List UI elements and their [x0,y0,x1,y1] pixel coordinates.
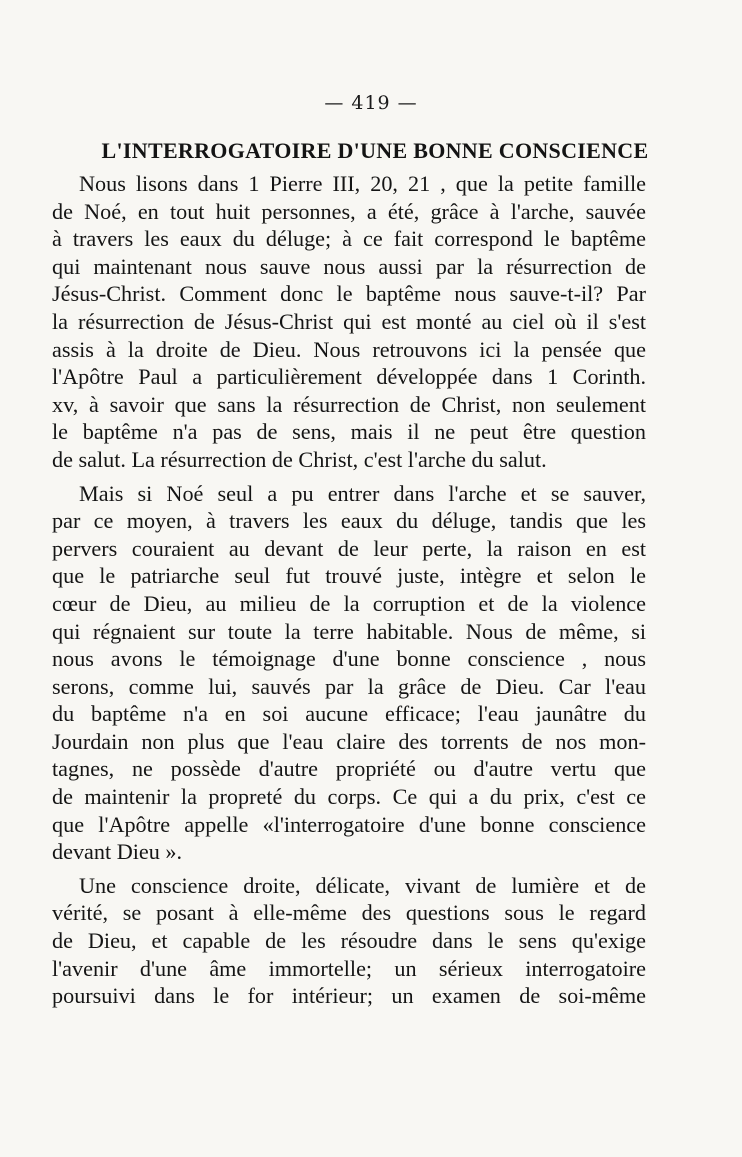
text-line: nous avons le témoignage d'une bonne conscience , nous [52,646,646,672]
text-line: que l'Apôtre appelle «l'interrogatoire d'une bonne conscience [52,811,646,837]
text-line: l'Apôtre Paul a particulièrement développée dans 1 Corinth. [52,364,646,390]
text-line: xv, à savoir que sans la résurrection de Christ, non seulement [52,391,646,417]
text-line: l'avenir d'une âme immortelle; un sérieux interrogatoire [52,955,646,981]
text-line: serons, comme lui, sauvés par la grâce de Dieu. Car l'eau [52,673,646,699]
text-line: que le patriarche seul fut trouvé juste, intègre et selon le [52,563,646,589]
text-line: cœur de Dieu, au milieu de la corruption et de la violence [52,590,646,616]
text-line: vérité, se posant à elle-même des questions sous le regard [52,900,646,926]
text-line: poursuivi dans le for intérieur; un examen de soi-même [52,983,646,1009]
paragraph-3 [52,872,646,1010]
text-line: qui régnaient sur toute la terre habitable. Nous de même, si [52,618,646,644]
body-text [52,170,646,1016]
page-number: — 419 — [324,92,418,114]
text-line: Une conscience droite, délicate, vivant de lumière et de [79,872,646,898]
text-line: assis à la droite de Dieu. Nous retrouvons ici la pensée que [52,336,646,362]
text-line: Jourdain non plus que l'eau claire des torrents de nos mon- [52,728,646,754]
text-line: de Noé, en tout huit personnes, a été, grâce à l'arche, sauvée [52,198,646,224]
text-line: Jésus-Christ. Comment donc le baptême nous sauve-t-il? Par [52,281,646,307]
text-line: la résurrection de Jésus-Christ qui est monté au ciel où il s'est [52,308,646,334]
text-line: tagnes, ne possède d'autre propriété ou d'autre vertu que [52,756,646,782]
text-line: pervers couraient au devant de leur perte, la raison en est [52,535,646,561]
text-line: de maintenir la propreté du corps. Ce qui a du prix, c'est ce [52,784,646,810]
paragraph-2 [52,480,646,866]
text-line: devant Dieu ». [52,839,183,865]
text-line: du baptême n'a en soi aucune efficace; l'eau jaunâtre du [52,701,646,727]
text-line: à travers les eaux du déluge; à ce fait correspond le baptême [52,226,646,252]
paragraph-1 [52,170,646,474]
text-line: qui maintenant nous sauve nous aussi par la résurrection de [52,253,646,279]
text-line: Nous lisons dans 1 Pierre III, 20, 21 , que la petite famille [79,171,646,196]
text-line: Mais si Noé seul a pu entrer dans l'arche et se sauver, [79,480,646,506]
text-line: de salut. La résurrection de Christ, c'est l'arche du salut. [52,446,547,472]
text-line: de Dieu, et capable de les résoudre dans le sens qu'exige [52,928,646,954]
text-line: le baptême n'a pas de sens, mais il ne peut être question [52,419,646,445]
text-line: par ce moyen, à travers les eaux du déluge, tandis que les [52,508,646,534]
chapter-title: L'INTERROGATOIRE D'UNE BONNE CONSCIENCE [101,138,649,163]
